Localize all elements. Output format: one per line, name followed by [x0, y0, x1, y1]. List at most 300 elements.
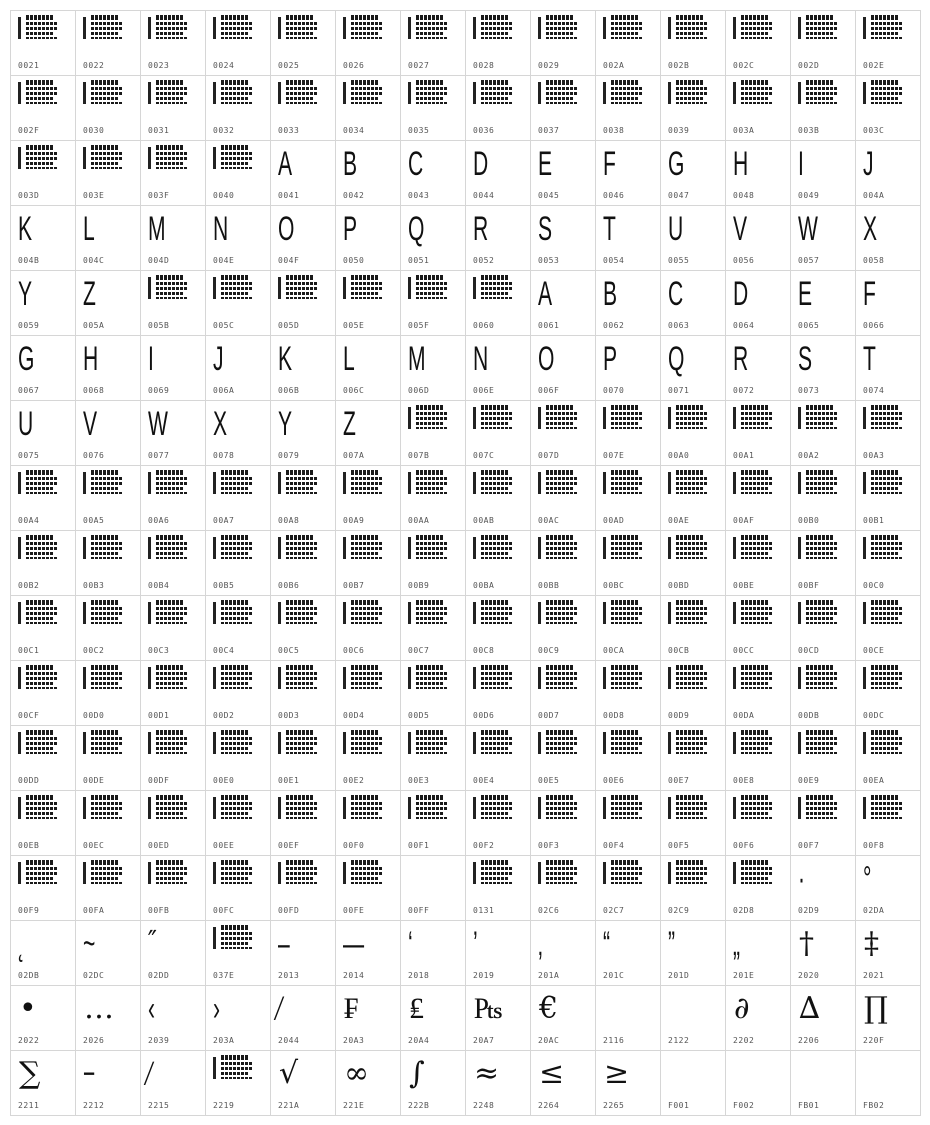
glyph-code-label: 00A5: [83, 516, 105, 525]
glyph-code-label: 0131: [473, 906, 495, 915]
glyph-code-label: 002D: [798, 61, 820, 70]
glyph-code-label: 2018: [408, 971, 430, 980]
glyph-preview: K: [278, 340, 293, 378]
glyph-cell: [336, 1051, 401, 1116]
glyph-cell: [791, 206, 856, 271]
missing-glyph-icon: [733, 795, 773, 821]
missing-glyph-icon: [18, 665, 58, 691]
glyph-cell: [206, 1051, 271, 1116]
glyph-code-label: 00C8: [473, 646, 495, 655]
glyph-preview: ‘: [408, 925, 413, 963]
missing-glyph-icon: [733, 535, 773, 561]
glyph-code-label: 0049: [798, 191, 820, 200]
missing-glyph-icon: [213, 600, 253, 626]
missing-glyph-icon: [18, 80, 58, 106]
glyph-cell: [401, 661, 466, 726]
glyph-cell: [596, 661, 661, 726]
glyph-preview: N: [213, 210, 229, 248]
glyph-code-label: 00AC: [538, 516, 560, 525]
glyph-cell: [76, 726, 141, 791]
missing-glyph-icon: [408, 470, 448, 496]
glyph-cell: [466, 401, 531, 466]
glyph-preview: X: [863, 210, 878, 248]
missing-glyph-icon: [18, 15, 58, 41]
glyph-cell: [726, 336, 791, 401]
glyph-code-label: 00D8: [603, 711, 625, 720]
glyph-cell: [726, 791, 791, 856]
missing-glyph-icon: [538, 470, 578, 496]
glyph-cell: [661, 791, 726, 856]
glyph-cell: [11, 791, 76, 856]
glyph-code-label: 0034: [343, 126, 365, 135]
glyph-code-label: 005D: [278, 321, 300, 330]
glyph-code-label: 0036: [473, 126, 495, 135]
glyph-code-label: 0051: [408, 256, 430, 265]
glyph-code-label: 00D9: [668, 711, 690, 720]
missing-glyph-icon: [603, 795, 643, 821]
glyph-code-label: 0079: [278, 451, 300, 460]
glyph-code-label: 004A: [863, 191, 885, 200]
glyph-code-label: 0062: [603, 321, 625, 330]
glyph-code-label: 2039: [148, 1036, 170, 1045]
glyph-cell: [596, 856, 661, 921]
glyph-code-label: 00C7: [408, 646, 430, 655]
glyph-cell: [11, 661, 76, 726]
glyph-preview: I: [798, 145, 804, 183]
missing-glyph-icon: [343, 860, 383, 886]
glyph-code-label: 00D2: [213, 711, 235, 720]
glyph-cell: [206, 141, 271, 206]
glyph-cell: [596, 791, 661, 856]
missing-glyph-icon: [343, 275, 383, 301]
glyph-cell: [206, 531, 271, 596]
glyph-preview: G: [18, 340, 35, 378]
glyph-cell: [531, 531, 596, 596]
missing-glyph-icon: [603, 470, 643, 496]
glyph-cell: [791, 921, 856, 986]
glyph-cell: [401, 856, 466, 921]
glyph-cell: [466, 661, 531, 726]
glyph-preview: ·: [798, 860, 806, 898]
glyph-code-label: 0044: [473, 191, 495, 200]
glyph-preview: W: [148, 405, 168, 443]
glyph-cell: [336, 661, 401, 726]
missing-glyph-icon: [83, 600, 123, 626]
glyph-cell: [336, 466, 401, 531]
glyph-code-label: 007A: [343, 451, 365, 460]
glyph-code-label: 0076: [83, 451, 105, 460]
missing-glyph-icon: [668, 795, 708, 821]
glyph-code-label: 00AE: [668, 516, 690, 525]
glyph-code-label: 0040: [213, 191, 235, 200]
glyph-code-label: 0055: [668, 256, 690, 265]
glyph-preview: L: [83, 210, 95, 248]
glyph-code-label: 002F: [18, 126, 40, 135]
glyph-preview: €: [539, 991, 559, 1026]
glyph-code-label: 0054: [603, 256, 625, 265]
glyph-preview: ˛: [18, 925, 26, 963]
glyph-cell: [661, 986, 726, 1051]
glyph-code-label: 201C: [603, 971, 625, 980]
missing-glyph-icon: [278, 275, 318, 301]
missing-glyph-icon: [213, 535, 253, 561]
glyph-preview: S: [798, 340, 813, 378]
glyph-cell: [11, 1051, 76, 1116]
missing-glyph-icon: [798, 795, 838, 821]
glyph-cell: [791, 1051, 856, 1116]
glyph-preview: ≤: [539, 1056, 565, 1091]
glyph-cell: [531, 661, 596, 726]
glyph-cell: [76, 791, 141, 856]
glyph-cell: [401, 206, 466, 271]
glyph-preview: G: [668, 145, 685, 183]
glyph-cell: [271, 531, 336, 596]
glyph-preview: D: [733, 275, 749, 313]
missing-glyph-icon: [408, 15, 448, 41]
glyph-cell: [76, 336, 141, 401]
missing-glyph-icon: [863, 80, 903, 106]
glyph-cell: [401, 76, 466, 141]
glyph-code-label: 00D1: [148, 711, 170, 720]
glyph-preview: ∏: [864, 991, 888, 1026]
glyph-cell: [466, 11, 531, 76]
glyph-code-label: 00FB: [148, 906, 170, 915]
glyph-code-label: 0052: [473, 256, 495, 265]
missing-glyph-icon: [538, 80, 578, 106]
missing-glyph-icon: [538, 535, 578, 561]
glyph-cell: [661, 271, 726, 336]
glyph-code-label: 00C4: [213, 646, 235, 655]
glyph-cell: [11, 531, 76, 596]
missing-glyph-icon: [343, 600, 383, 626]
glyph-code-label: 00B2: [18, 581, 40, 590]
glyph-cell: [596, 271, 661, 336]
glyph-code-label: 02DB: [18, 971, 40, 980]
glyph-code-label: 00CE: [863, 646, 885, 655]
glyph-cell: [791, 141, 856, 206]
glyph-code-label: 02DA: [863, 906, 885, 915]
glyph-cell: [271, 921, 336, 986]
missing-glyph-icon: [473, 860, 513, 886]
glyph-preview: ≈: [474, 1056, 500, 1091]
glyph-preview: ‚: [538, 925, 543, 963]
glyph-preview: ∫: [409, 1056, 425, 1091]
missing-glyph-icon: [668, 535, 708, 561]
missing-glyph-icon: [278, 730, 318, 756]
missing-glyph-icon: [603, 535, 643, 561]
glyph-preview: W: [798, 210, 818, 248]
glyph-cell: [531, 141, 596, 206]
glyph-cell: [531, 921, 596, 986]
glyph-cell: [856, 1051, 921, 1116]
glyph-code-label: 00E6: [603, 776, 625, 785]
glyph-code-label: 00B5: [213, 581, 235, 590]
glyph-cell: [661, 921, 726, 986]
glyph-code-label: 00CF: [18, 711, 40, 720]
glyph-cell: [206, 596, 271, 661]
glyph-code-label: 00BE: [733, 581, 755, 590]
glyph-preview: H: [83, 340, 99, 378]
glyph-cell: [336, 206, 401, 271]
glyph-code-label: 0064: [733, 321, 755, 330]
glyph-code-label: 0025: [278, 61, 300, 70]
glyph-grid: [10, 10, 921, 1116]
glyph-code-label: 00E7: [668, 776, 690, 785]
glyph-cell: [726, 76, 791, 141]
glyph-cell: [661, 531, 726, 596]
missing-glyph-icon: [538, 15, 578, 41]
missing-glyph-icon: [473, 470, 513, 496]
glyph-code-label: 2122: [668, 1036, 690, 1045]
glyph-code-label: 02D8: [733, 906, 755, 915]
glyph-code-label: 004F: [278, 256, 300, 265]
glyph-cell: [856, 76, 921, 141]
missing-glyph-icon: [473, 730, 513, 756]
glyph-cell: [336, 271, 401, 336]
glyph-preview: Y: [278, 405, 293, 443]
glyph-code-label: 02C7: [603, 906, 625, 915]
missing-glyph-icon: [213, 145, 253, 171]
glyph-cell: [466, 986, 531, 1051]
glyph-preview: P: [603, 340, 618, 378]
glyph-code-label: 00F7: [798, 841, 820, 850]
glyph-code-label: 0039: [668, 126, 690, 135]
missing-glyph-icon: [18, 730, 58, 756]
glyph-preview: Z: [343, 405, 356, 443]
missing-glyph-icon: [148, 665, 188, 691]
glyph-cell: [141, 1051, 206, 1116]
glyph-cell: [726, 206, 791, 271]
missing-glyph-icon: [83, 730, 123, 756]
glyph-preview: F: [603, 145, 616, 183]
glyph-cell: [336, 336, 401, 401]
missing-glyph-icon: [538, 600, 578, 626]
glyph-preview: °: [863, 860, 872, 898]
glyph-cell: [596, 531, 661, 596]
glyph-code-label: 0066: [863, 321, 885, 330]
glyph-cell: [336, 401, 401, 466]
glyph-cell: [271, 596, 336, 661]
glyph-code-label: 203A: [213, 1036, 235, 1045]
missing-glyph-icon: [473, 405, 513, 431]
glyph-code-label: 00C2: [83, 646, 105, 655]
glyph-code-label: 2206: [798, 1036, 820, 1045]
missing-glyph-icon: [18, 145, 58, 171]
glyph-preview: ₧: [474, 991, 504, 1026]
glyph-cell: [596, 986, 661, 1051]
glyph-cell: [726, 726, 791, 791]
glyph-cell: [856, 791, 921, 856]
glyph-cell: [856, 596, 921, 661]
glyph-cell: [856, 141, 921, 206]
glyph-code-label: 007C: [473, 451, 495, 460]
missing-glyph-icon: [538, 730, 578, 756]
missing-glyph-icon: [668, 15, 708, 41]
glyph-cell: [661, 1051, 726, 1116]
glyph-cell: [856, 531, 921, 596]
glyph-cell: [11, 466, 76, 531]
glyph-code-label: 0069: [148, 386, 170, 395]
glyph-code-label: 02DC: [83, 971, 105, 980]
glyph-preview: B: [343, 145, 358, 183]
glyph-preview: U: [668, 210, 684, 248]
glyph-cell: [856, 11, 921, 76]
glyph-cell: [856, 921, 921, 986]
glyph-preview: ‹: [148, 990, 156, 1028]
glyph-code-label: 0075: [18, 451, 40, 460]
glyph-code-label: 02C9: [668, 906, 690, 915]
glyph-cell: [141, 76, 206, 141]
glyph-code-label: 003D: [18, 191, 40, 200]
glyph-code-label: 00C6: [343, 646, 365, 655]
glyph-code-label: 0023: [148, 61, 170, 70]
glyph-code-label: 00E5: [538, 776, 560, 785]
glyph-cell: [76, 11, 141, 76]
glyph-code-label: 0045: [538, 191, 560, 200]
glyph-preview: P: [343, 210, 358, 248]
glyph-code-label: 0072: [733, 386, 755, 395]
glyph-code-label: 00F3: [538, 841, 560, 850]
glyph-code-label: 00D7: [538, 711, 560, 720]
glyph-cell: [271, 271, 336, 336]
missing-glyph-icon: [733, 600, 773, 626]
glyph-cell: [596, 76, 661, 141]
glyph-preview: ∕: [148, 1055, 152, 1093]
missing-glyph-icon: [408, 275, 448, 301]
missing-glyph-icon: [148, 600, 188, 626]
missing-glyph-icon: [278, 795, 318, 821]
glyph-code-label: 0033: [278, 126, 300, 135]
glyph-cell: [271, 11, 336, 76]
glyph-cell: [76, 986, 141, 1051]
glyph-code-label: 2116: [603, 1036, 625, 1045]
glyph-code-label: 2264: [538, 1101, 560, 1110]
glyph-cell: [271, 661, 336, 726]
glyph-code-label: 20A4: [408, 1036, 430, 1045]
missing-glyph-icon: [733, 470, 773, 496]
glyph-code-label: 00E4: [473, 776, 495, 785]
missing-glyph-icon: [668, 80, 708, 106]
glyph-cell: [76, 466, 141, 531]
glyph-cell: [141, 791, 206, 856]
glyph-cell: [401, 596, 466, 661]
glyph-code-label: 0070: [603, 386, 625, 395]
missing-glyph-icon: [733, 80, 773, 106]
glyph-preview: ₤: [409, 991, 424, 1026]
missing-glyph-icon: [408, 665, 448, 691]
glyph-cell: [271, 1051, 336, 1116]
glyph-code-label: 0026: [343, 61, 365, 70]
glyph-cell: [336, 11, 401, 76]
glyph-code-label: 00E2: [343, 776, 365, 785]
missing-glyph-icon: [798, 665, 838, 691]
glyph-cell: [726, 921, 791, 986]
glyph-code-label: 0056: [733, 256, 755, 265]
missing-glyph-icon: [798, 535, 838, 561]
glyph-preview: A: [538, 275, 553, 313]
glyph-code-label: 00DB: [798, 711, 820, 720]
glyph-code-label: 004E: [213, 256, 235, 265]
glyph-preview: V: [733, 210, 748, 248]
missing-glyph-icon: [473, 535, 513, 561]
missing-glyph-icon: [213, 925, 253, 951]
glyph-code-label: 2202: [733, 1036, 755, 1045]
missing-glyph-icon: [213, 275, 253, 301]
glyph-code-label: 00FC: [213, 906, 235, 915]
glyph-cell: [206, 401, 271, 466]
glyph-code-label: 00DF: [148, 776, 170, 785]
missing-glyph-icon: [213, 15, 253, 41]
glyph-cell: [791, 11, 856, 76]
glyph-code-label: 0074: [863, 386, 885, 395]
missing-glyph-icon: [18, 470, 58, 496]
missing-glyph-icon: [473, 600, 513, 626]
glyph-code-label: 00CA: [603, 646, 625, 655]
glyph-cell: [531, 1051, 596, 1116]
glyph-cell: [206, 336, 271, 401]
missing-glyph-icon: [603, 600, 643, 626]
glyph-cell: [206, 206, 271, 271]
glyph-code-label: 004D: [148, 256, 170, 265]
glyph-cell: [466, 921, 531, 986]
missing-glyph-icon: [668, 665, 708, 691]
glyph-cell: [661, 141, 726, 206]
missing-glyph-icon: [798, 730, 838, 756]
glyph-code-label: 00A9: [343, 516, 365, 525]
glyph-cell: [791, 531, 856, 596]
glyph-cell: [76, 856, 141, 921]
glyph-code-label: 2044: [278, 1036, 300, 1045]
missing-glyph-icon: [473, 80, 513, 106]
glyph-cell: [791, 466, 856, 531]
glyph-cell: [726, 401, 791, 466]
glyph-code-label: 02DD: [148, 971, 170, 980]
missing-glyph-icon: [668, 860, 708, 886]
missing-glyph-icon: [798, 15, 838, 41]
glyph-code-label: 003B: [798, 126, 820, 135]
glyph-preview: ”: [668, 925, 676, 963]
glyph-cell: [271, 141, 336, 206]
glyph-code-label: FB01: [798, 1101, 820, 1110]
missing-glyph-icon: [148, 730, 188, 756]
glyph-preview: …: [84, 991, 114, 1026]
glyph-cell: [661, 726, 726, 791]
glyph-code-label: 0058: [863, 256, 885, 265]
glyph-code-label: 037E: [213, 971, 235, 980]
glyph-code-label: 0067: [18, 386, 40, 395]
glyph-cell: [856, 401, 921, 466]
missing-glyph-icon: [213, 80, 253, 106]
glyph-preview: O: [538, 340, 555, 378]
glyph-cell: [11, 986, 76, 1051]
glyph-cell: [531, 726, 596, 791]
glyph-cell: [531, 791, 596, 856]
glyph-cell: [76, 141, 141, 206]
glyph-code-label: 0030: [83, 126, 105, 135]
missing-glyph-icon: [278, 15, 318, 41]
glyph-preview: T: [603, 210, 616, 248]
glyph-code-label: 00DA: [733, 711, 755, 720]
missing-glyph-icon: [343, 80, 383, 106]
glyph-cell: [596, 1051, 661, 1116]
glyph-cell: [466, 791, 531, 856]
missing-glyph-icon: [278, 80, 318, 106]
glyph-code-label: 007E: [603, 451, 625, 460]
glyph-code-label: 00B7: [343, 581, 365, 590]
glyph-cell: [596, 726, 661, 791]
missing-glyph-icon: [863, 600, 903, 626]
glyph-code-label: 0028: [473, 61, 495, 70]
